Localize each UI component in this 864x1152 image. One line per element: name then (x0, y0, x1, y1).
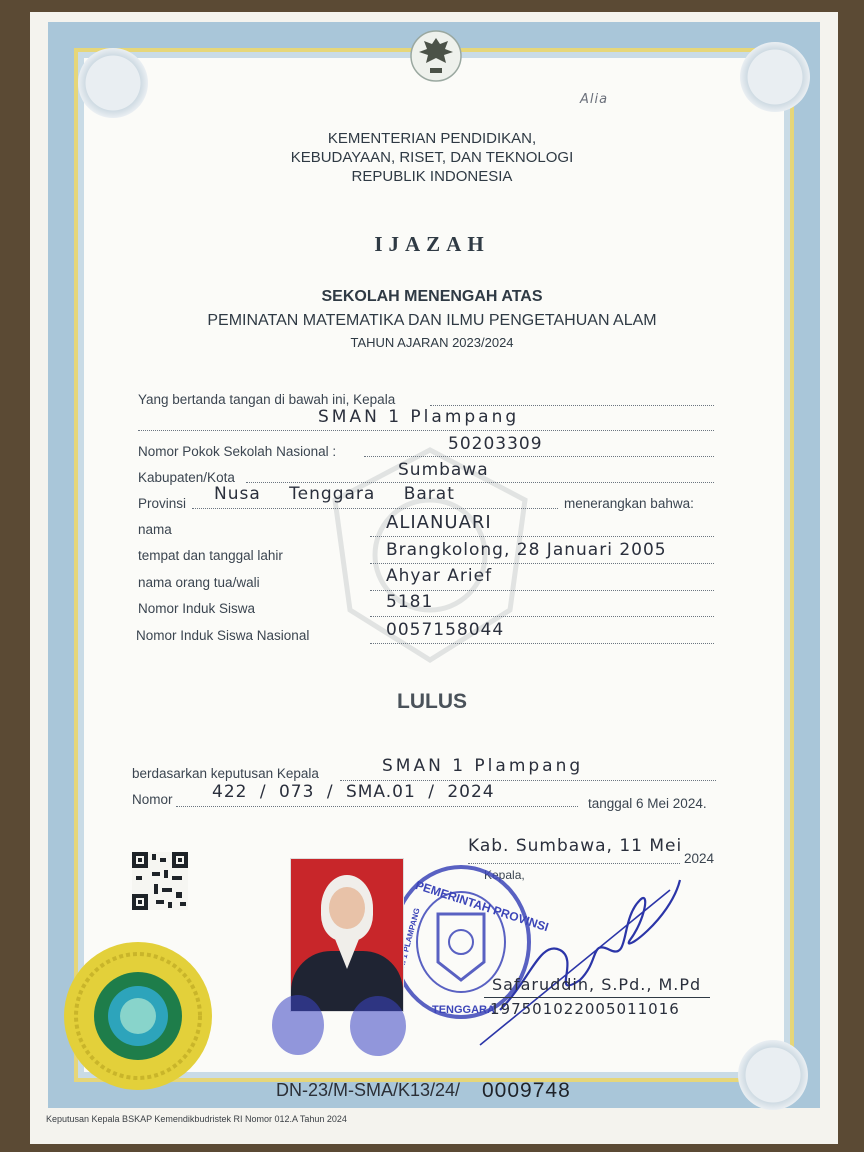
sign-role: Kepala, (484, 868, 525, 882)
nisn-value: 0057158044 (386, 620, 505, 640)
npsn-label: Nomor Pokok Sekolah Nasional : (138, 444, 337, 459)
intro-label: Yang bertanda tangan di bawah ini, Kepala (138, 392, 396, 407)
program-name: PEMINATAN MATEMATIKA DAN ILMU PENGETAHUAN ALAM (207, 312, 657, 329)
provinsi-label: Provinsi (138, 496, 187, 511)
nis-line (370, 616, 714, 617)
ortu-line (370, 590, 714, 591)
ministry-line-3: REPUBLIK INDONESIA (351, 168, 513, 185)
npsn-value: 50203309 (448, 434, 543, 454)
kabupaten-line (246, 482, 714, 483)
nama-label: nama (138, 522, 172, 537)
menerangkan-label: menerangkan bahwa: (564, 496, 694, 511)
corner-rosette-bottom-right (738, 1040, 808, 1110)
kabupaten-value: Sumbawa (398, 460, 489, 480)
hologram-seal-icon (62, 940, 214, 1092)
decision-school-line (340, 780, 716, 781)
fingerprint-icon (258, 990, 418, 1060)
corner-rosette-top-right (740, 42, 810, 112)
result-status: LULUS (397, 690, 467, 713)
nama-value: ALIANUARI (386, 512, 492, 533)
school-level: SEKOLAH MENENGAH ATAS (321, 288, 543, 305)
nomor-line (176, 806, 578, 807)
corner-note: Alia (580, 92, 609, 107)
serial-number: 0009748 (482, 1079, 571, 1102)
academic-year: TAHUN AJARAN 2023/2024 (350, 335, 514, 350)
nis-value: 5181 (386, 592, 434, 612)
nisn-line (370, 643, 714, 644)
stamp-top-text: PEMERINTAH PROVINSI (413, 878, 551, 935)
ttl-value: Brangkolong, 28 Januari 2005 (386, 540, 667, 560)
stamp-bottom-text: TENGGARA (432, 1004, 495, 1016)
document-title: IJAZAH (374, 232, 490, 256)
nomor-label: Nomor (132, 792, 173, 807)
provinsi-line (192, 508, 558, 509)
ministry-line-1: KEMENTERIAN PENDIDIKAN, (327, 130, 537, 147)
principal-nip: 197501022005011016 (490, 1000, 680, 1018)
based-label: berdasarkan keputusan Kepala (132, 766, 319, 781)
decision-school-value: SMAN 1 Plampang (382, 756, 584, 776)
signature-scribble-icon (470, 860, 690, 1050)
serial-prefix: DN-23/M-SMA/K13/24/ (276, 1080, 461, 1100)
principal-name-underline (484, 997, 710, 998)
nisn-label: Nomor Induk Siswa Nasional (136, 628, 310, 643)
nama-line (370, 536, 714, 537)
provinsi-value: Nusa Tenggara Barat (214, 484, 455, 504)
sign-year: 2024 (684, 851, 715, 866)
npsn-line (364, 456, 714, 457)
ttl-label: tempat dan tanggal lahir (138, 548, 283, 563)
stamp-left-text: 1 PLAMPANG (399, 907, 422, 960)
nis-label: Nomor Induk Siswa (138, 601, 256, 616)
intro-line (430, 405, 714, 406)
ttl-line (370, 563, 714, 564)
nomor-value: 422 / 073 / SMA.01 / 2024 (212, 782, 495, 802)
student-photo (290, 858, 404, 1012)
principal-name: Safaruddin, S.Pd., M.Pd (492, 975, 702, 994)
decision-date: tanggal 6 Mei 2024. (588, 796, 707, 811)
kabupaten-label: Kabupaten/Kota (138, 470, 235, 485)
ortu-label: nama orang tua/wali (138, 575, 260, 590)
ministry-line-2: KEBUDAYAAN, RISET, DAN TEKNOLOGI (290, 149, 574, 166)
corner-rosette-top-left (78, 48, 148, 118)
garuda-emblem-icon (410, 28, 462, 84)
school-name-line (138, 430, 714, 431)
qr-code-icon (132, 852, 188, 910)
ortu-value: Ahyar Arief (386, 566, 493, 586)
sign-place-date: Kab. Sumbawa, 11 Mei (468, 836, 683, 856)
footer-reference: Keputusan Kepala BSKAP Kemendikbudristek RI Nomor 012.A Tahun 2024 (46, 1114, 347, 1124)
school-name-value: SMAN 1 Plampang (318, 407, 520, 427)
